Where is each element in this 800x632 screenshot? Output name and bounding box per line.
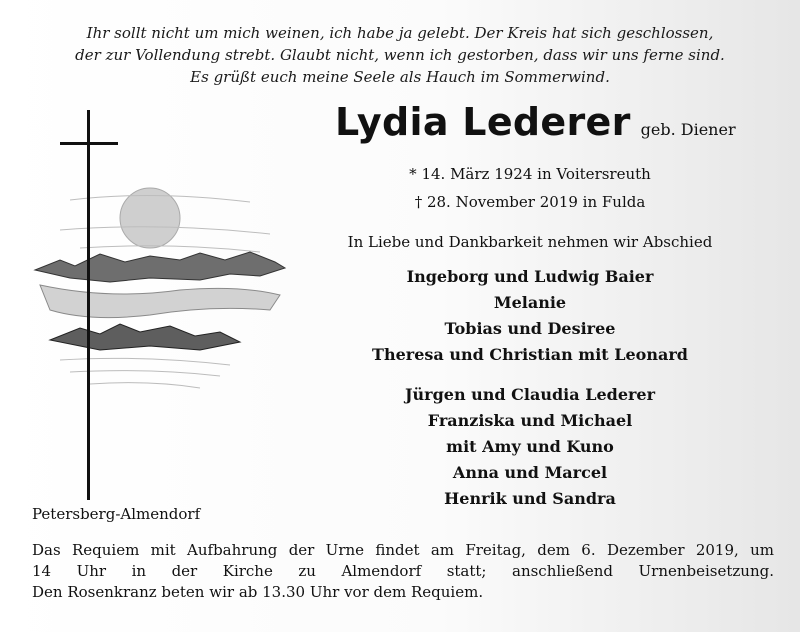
maiden-name: geb. Diener <box>640 120 736 139</box>
mourner-line: Henrik und Sandra <box>444 489 616 508</box>
landscape-illustration <box>30 110 290 500</box>
sun-icon <box>120 188 180 248</box>
birth-date: * 14. März 1924 in Voitersreuth <box>409 165 651 183</box>
farewell-text: In Liebe und Dankbarkeit nehmen wir Abschied <box>347 233 713 251</box>
death-date: † 28. November 2019 in Fulda <box>414 193 646 211</box>
mourner-line: mit Amy und Kuno <box>446 437 614 456</box>
mourner-line: Franziska und Michael <box>427 411 633 430</box>
mourner-line: Jürgen und Claudia Lederer <box>404 385 656 404</box>
deceased-name-block <box>335 100 755 150</box>
service-line: Den Rosenkranz beten wir ab 13.30 Uhr vor dem Requiem. <box>32 583 484 601</box>
poem-line: Ihr sollt nicht um mich weinen, ich habe ja gelebt. Der Kreis hat sich geschlossen, <box>86 24 714 42</box>
mourner-line: Ingeborg und Ludwig Baier <box>406 267 654 286</box>
poem-line: Es grüßt euch meine Seele als Hauch im Sommerwind. <box>190 68 610 86</box>
life-dates <box>320 160 740 216</box>
service-info <box>32 540 774 603</box>
service-line: Das Requiem mit Aufbahrung der Urne findet am Freitag, dem 6. Dezember 2019, um <box>32 541 774 559</box>
service-line: 14 Uhr in der Kirche zu Almendorf statt; anschließend Urnenbeisetzung. <box>32 562 774 580</box>
mourners-list <box>320 264 740 512</box>
place-name: Petersberg-Almendorf <box>32 505 201 523</box>
mourner-line: Melanie <box>493 293 567 312</box>
group-spacer <box>320 368 740 382</box>
mourner-line: Tobias und Desiree <box>444 319 616 338</box>
poem-line: der zur Vollendung strebt. Glaubt nicht, wenn ich gestorben, dass wir uns ferne sind. <box>75 46 725 64</box>
poem <box>0 22 800 88</box>
mourner-line: Theresa und Christian mit Leonard <box>372 345 688 364</box>
mourner-line: Anna und Marcel <box>452 463 608 482</box>
deceased-name: Lydia Lederer <box>335 100 631 144</box>
